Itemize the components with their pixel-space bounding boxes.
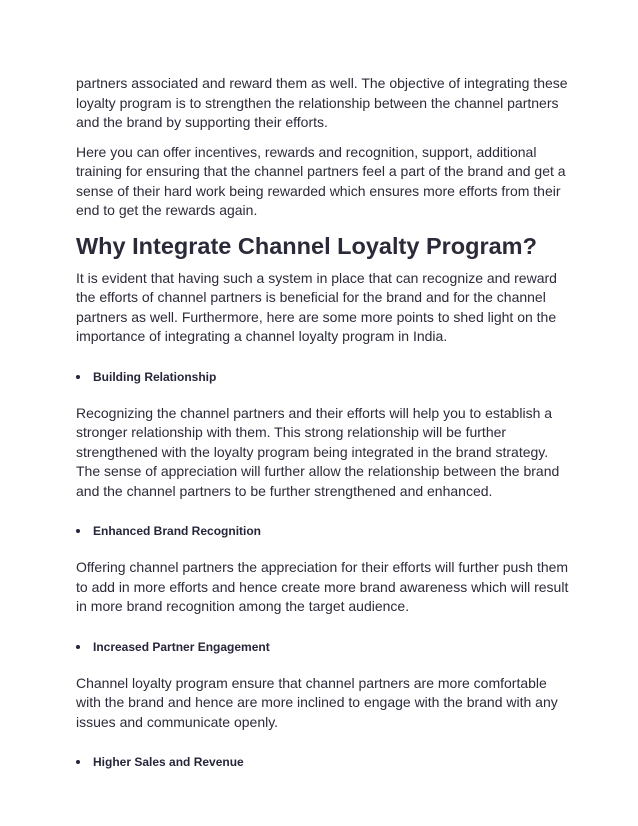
bullet-dot-icon <box>76 760 80 764</box>
point-list-3 <box>76 639 571 655</box>
point-list-2 <box>76 523 571 539</box>
bullet-item-building-relationship <box>76 369 571 385</box>
point-list-1 <box>76 369 571 385</box>
bullet-item-increased-partner-engagement <box>76 639 571 655</box>
intro-paragraph-1: partners associated and reward them as well. The objective of integrating these loyalty program is to strengthen the relationship between the channel partners and the brand by supporting their efforts. <box>76 75 568 130</box>
bullet-title: Higher Sales and Revenue <box>93 755 244 769</box>
intro-paragraph-2: Here you can offer incentives, rewards and recognition, support, additional training for ensuring that the channel partners feel a part of the brand and get a sense of their hard work being rewarded which ensures more efforts from their end to get the rewards again. <box>76 143 566 218</box>
section-heading: Why Integrate Channel Loyalty Program? <box>76 232 537 259</box>
bullet-title: Enhanced Brand Recognition <box>93 524 262 538</box>
point-list-4 <box>76 754 571 770</box>
bullet-dot-icon <box>76 529 80 533</box>
point-paragraph-building-relationship: Recognizing the channel partners and their efforts will help you to establish a stronger relationship with them. This strong relationship will be further strengthened with the loyalty program being integrated in the brand strategy. The sense of appreciation will further allow the relationship between the brand and the channel partners to be further strengthened and enhanced. <box>76 404 560 499</box>
section-intro-paragraph: It is evident that having such a system in place that can recognize and reward the efforts of channel partners is beneficial for the brand and for the channel partners as well. Furthermore, here are some more points to shed light on the importance of integrating a channel loyalty program in India. <box>76 269 557 344</box>
bullet-title: Increased Partner Engagement <box>93 639 270 654</box>
bullet-title: Building Relationship <box>93 369 217 384</box>
point-paragraph-enhanced-brand-recognition: Offering channel partners the appreciation for their efforts will further push them to add in more efforts and hence create more brand awareness which will result in more brand recognition among the target audience. <box>76 559 569 614</box>
bullet-item-enhanced-brand-recognition <box>76 523 571 539</box>
point-paragraph-increased-partner-engagement: Channel loyalty program ensure that channel partners are more comfortable with the brand and hence are more inclined to engage with the brand with any issues and communicate openly. <box>76 674 558 730</box>
bullet-dot-icon <box>76 375 80 379</box>
document-page <box>76 74 571 770</box>
bullet-dot-icon <box>76 645 80 649</box>
bullet-item-higher-sales-and-revenue <box>76 754 571 770</box>
